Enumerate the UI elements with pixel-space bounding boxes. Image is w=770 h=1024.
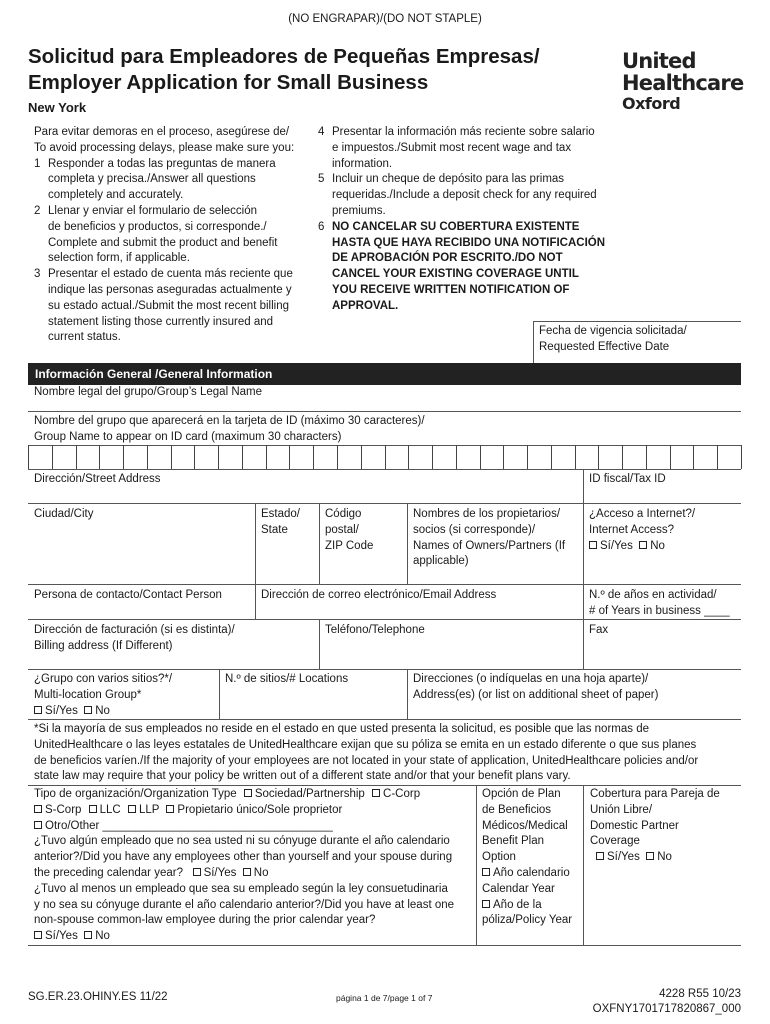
partnership-checkbox[interactable] (244, 789, 252, 797)
s-corp-checkbox[interactable] (34, 805, 42, 813)
character-box-divider (480, 445, 481, 469)
character-box-divider (52, 445, 53, 469)
character-box-divider (551, 445, 552, 469)
form-id-block: 4228 R55 10/23 OXFNY1701717820867_000 (592, 988, 741, 1015)
multi-location-yes-checkbox[interactable] (34, 706, 42, 714)
character-box-divider (670, 445, 671, 469)
instruction-item-2: 2 Llenar y enviar el formulario de selección de beneficios y productos, si corresponde./ Complete and submit the product and benefit selection form, if applicable. (34, 204, 278, 265)
character-box-divider (218, 445, 219, 469)
character-box-divider (194, 445, 195, 469)
multi-location-field: ¿Grupo con varios sitios?*/ Multi-location Group* Sí/Yes No (34, 673, 173, 717)
domestic-no-checkbox[interactable] (646, 852, 654, 860)
section-general-information: Información General /General Information (28, 363, 741, 385)
character-box-divider (456, 445, 457, 469)
internet-no-checkbox[interactable] (639, 541, 647, 549)
c-corp-checkbox[interactable] (372, 789, 380, 797)
character-box-divider (171, 445, 172, 469)
city-field[interactable]: Ciudad/City (34, 508, 94, 520)
locations-count-field[interactable]: N.º de sitios/# Locations (225, 673, 349, 685)
q1-no-checkbox[interactable] (243, 868, 251, 876)
q2-no-checkbox[interactable] (84, 931, 92, 939)
location-addresses-field[interactable]: Direcciones (o indíquelas en una hoja aparte)/ Address(es) (or list on additional sheet of paper) (413, 673, 659, 701)
effective-date-top-border (533, 321, 741, 322)
instruction-item-4: 4 Presentar la información más reciente sobre salario e impuestos./Submit most recent wage and tax information. (318, 126, 595, 170)
instruction-item-5: 5 Incluir un cheque de depósito para las primas requeridas./Include a deposit check for any required premiums. (318, 173, 597, 217)
zip-code-field[interactable]: Código postal/ ZIP Code (325, 508, 374, 552)
multi-location-no-checkbox[interactable] (84, 706, 92, 714)
character-box-divider (337, 445, 338, 469)
do-not-staple-notice: (NO ENGRAPAR)/(DO NOT STAPLE) (288, 13, 482, 25)
character-box-divider (266, 445, 267, 469)
character-box-divider (741, 445, 742, 469)
telephone-field[interactable]: Teléfono/Telephone (325, 624, 425, 636)
character-box-divider (289, 445, 290, 469)
character-box-divider (646, 445, 647, 469)
policy-year-checkbox[interactable] (482, 900, 490, 908)
llc-checkbox[interactable] (89, 805, 97, 813)
character-box-divider (575, 445, 576, 469)
tax-id-field[interactable]: ID fiscal/Tax ID (589, 473, 666, 485)
organization-type-block: Tipo de organización/Organization Type Sociedad/Partnership C-Corp S-Corp LLC LLP Propietario único/Sole proprietor Otro/Other ____________________________________ ¿Tuvo algún empleado que no sea usted ni su cónyuge durante el año calendario anterior?/Did you have any employees other than yourself and your spouse during the preceding calendar year? Sí/Yes No ¿Tuvo al menos un empleado que sea su empleado según la ley consuetudinaria y no sea su cónyuge durante el año calendario anterior?/Did you have at least one non-spouse common-law employee during the prior calendar year? Sí/Yes No (34, 788, 455, 943)
character-box-divider (622, 445, 623, 469)
character-box-divider (527, 445, 528, 469)
domestic-yes-checkbox[interactable] (596, 852, 604, 860)
character-box-divider (432, 445, 433, 469)
state-label: New York (28, 100, 87, 115)
instruction-item-6: 6 NO CANCELAR SU COBERTURA EXISTENTE HASTA QUE HAYA RECIBIDO UNA NOTIFICACIÓN DE APROBACIÓN POR ESCRITO./DO NOT CANCEL YOUR EXISTING COVERAGE UNTIL YOU RECEIVE WRITTEN NOTIFICATION OF APPROVAL. (318, 220, 606, 312)
sole-proprietor-checkbox[interactable] (166, 805, 174, 813)
character-box-divider (598, 445, 599, 469)
character-box-divider (717, 445, 718, 469)
character-box-divider (408, 445, 409, 469)
unitedhealthcare-oxford-logo: United Healthcare Oxford (622, 49, 744, 113)
character-box-divider (123, 445, 124, 469)
id-card-name-field[interactable]: Nombre del grupo que aparecerá en la tarjeta de ID (máximo 30 caracteres)/ Group Name to appear on ID card (maximum 30 characters) (34, 415, 425, 443)
character-box-divider (693, 445, 694, 469)
character-box-divider (28, 445, 29, 469)
character-box-divider (242, 445, 243, 469)
page-number: página 1 de 7/page 1 of 7 (336, 993, 433, 1003)
q2-yes-checkbox[interactable] (34, 931, 42, 939)
form-code: SG.ER.23.OHINY.ES 11/22 (28, 991, 168, 1003)
character-box-divider (385, 445, 386, 469)
character-box-divider (313, 445, 314, 469)
group-legal-name-field[interactable]: Nombre legal del grupo/Group’s Legal Name (34, 386, 263, 398)
state-field[interactable]: Estado/ State (261, 508, 300, 536)
internet-access-field: ¿Acceso a Internet?/ Internet Access? Sí/Yes No (589, 508, 696, 552)
page-title: Solicitud para Empleadores de Pequeñas Empresas/ Employer Application for Small Business (28, 45, 540, 94)
llp-checkbox[interactable] (128, 805, 136, 813)
other-org-type-field[interactable]: Otro/Other ____________________________________ (45, 819, 333, 832)
calendar-year-checkbox[interactable] (482, 868, 490, 876)
q1-yes-checkbox[interactable] (193, 868, 201, 876)
email-address-field[interactable]: Dirección de correo electrónico/Email Address (261, 589, 497, 601)
multi-state-footnote: *Si la mayoría de sus empleados no reside en el estado en que usted presenta la solicitud, es posible que las normas de UnitedHealthcare o las leyes estatales de UnitedHealthcare exijan que su póliza se emita en un estado diferente o que sus planes de beneficios varíen./If the majority of your employees are not located in your state of application, UnitedHealthcare policies and/or state law may require that your policy be written out of a different state and/or that your benefit plans vary. (34, 723, 699, 783)
internet-yes-checkbox[interactable] (589, 541, 597, 549)
instruction-item-3: 3 Presentar el estado de cuenta más reciente que indique las personas aseguradas actualmente y su estado actual./Submit the most recent billing statement listing those currently insured and current status. (34, 268, 293, 344)
instructions-left: Para evitar demoras en el proceso, asegúrese de/ To avoid processing delays, please make sure you: 1 Responder a todas las preguntas de manera completa y precisa./Answer all questions completely and accurately. 2 Llenar y enviar el formulario de selección de beneficios y productos, si corresponde./ Complete and submit the product and benefit selection form, if applicable. 3 Presentar el estado de cuenta más reciente que indique las personas aseguradas actualmente y su estado actual./Submit the most recent billing statement listing those currently insured and current status. (34, 125, 314, 346)
instructions-right (318, 125, 618, 315)
years-in-business-field[interactable]: N.º de años en actividad/ # of Years in business ____ (589, 589, 730, 617)
owners-partners-field[interactable]: Nombres de los propietarios/ socios (si corresponde)/ Names of Owners/Partners (If applicable) (413, 508, 566, 568)
character-box-divider (76, 445, 77, 469)
domestic-partner-block: Cobertura para Pareja de Unión Libre/ Domestic Partner Coverage Sí/Yes No (590, 788, 720, 864)
character-box-divider (503, 445, 504, 469)
instruction-item-1: 1 Responder a todas las preguntas de manera completa y precisa./Answer all questions completely and accurately. (34, 157, 276, 202)
character-box-divider (99, 445, 100, 469)
medical-plan-option-block: Opción de Plan de Beneficios Médicos/Medical Benefit Plan Option Año calendario Calendar Year Año de la póliza/Policy Year (482, 788, 573, 927)
contact-person-field[interactable]: Persona de contacto/Contact Person (34, 589, 222, 601)
character-box-divider (361, 445, 362, 469)
billing-address-field[interactable]: Dirección de facturación (si es distinta)/ Billing address (If Different) (34, 624, 235, 652)
street-address-field[interactable]: Dirección/Street Address (34, 473, 161, 485)
character-box-divider (147, 445, 148, 469)
fax-field[interactable]: Fax (589, 624, 609, 636)
other-checkbox[interactable] (34, 821, 42, 829)
effective-date-field[interactable]: Fecha de vigencia solicitada/ Requested Effective Date (539, 325, 687, 353)
